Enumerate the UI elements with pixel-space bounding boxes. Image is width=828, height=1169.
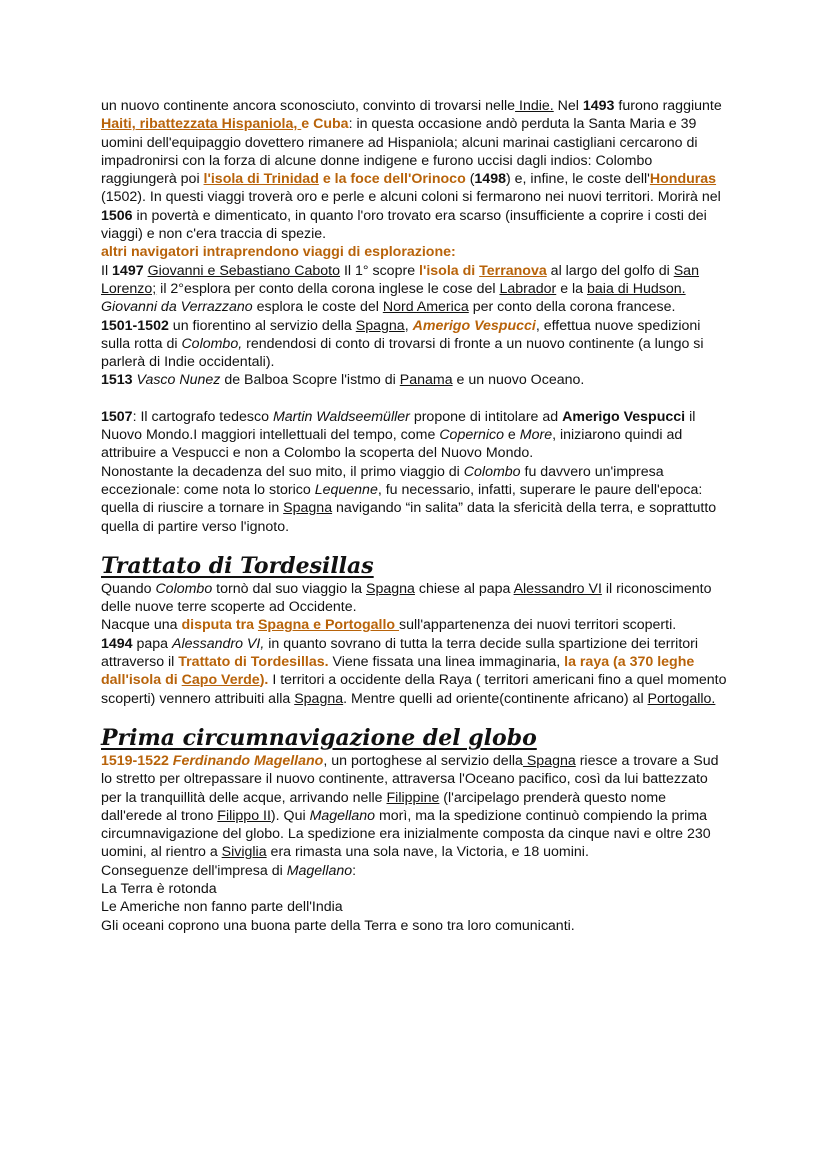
subheading-altri-navigatori: altri navigatori intraprendono viaggi di esplorazione: bbox=[101, 244, 456, 261]
highlight-capo-verde: Capo Verde bbox=[181, 672, 260, 689]
highlight-amerigo: Amerigo Vespucci bbox=[412, 317, 536, 334]
heading-tordesillas: Trattato di Tordesillas bbox=[101, 552, 374, 579]
highlight-terranova: Terranova bbox=[479, 262, 547, 279]
highlight-cuba: e Cuba bbox=[301, 116, 349, 133]
highlight-honduras: Honduras bbox=[649, 171, 717, 188]
paragraph-balboa: 1513 Vasco Nunez de Balboa Scopre l'istmo di Panama e un nuovo Oceano. bbox=[101, 372, 585, 389]
paragraph-colombo-voyages: un nuovo continente ancora sconosciuto, convinto di trovarsi nelle Indie. Nel 1493 furono raggiunte Haiti, ribattezzata Hispaniola, e Cuba: in questa occasione andò perduta la Santa Maria e 39 uomini dell'equipaggio dovettero rimanere ad Hispaniola; alcuni marinai castigliani cercarono di impadronirsi con la forza di alcune donne indigene e furono uccisi dagli indios: Colombo raggiungerà poi l'isola di Trinidad e la foce dell'Orinoco (1498) e, infine, le coste dell'Honduras (1502). In questi viaggi troverà oro e perle e alcuni coloni si fermarono nei nuovi territori. Morirà nel 1506 in povertà e dimenticato, in quanto l'oro trovato era scarso (insufficiente a coprire i costi dei viaggi) e non c'era traccia di spezie. bbox=[101, 98, 722, 243]
heading-circumnavigazione: Prima circumnavigazione del globo bbox=[101, 724, 537, 751]
highlight-trattato: Trattato di Tordesillas. bbox=[178, 654, 329, 671]
list-item: La Terra è rotonda bbox=[101, 880, 217, 897]
paragraph-trattato: 1494 papa Alessandro VI, in quanto sovrano di tutta la terra decide sulla spartizione dei territori attraverso il Trattato di Tordesillas. Viene fissata una linea immaginaria, la raya (a 370 leghe dall'isola di Capo Verde). I territori a occidente della Raya ( territori americani fino a quel momento scoperti) vennero attribuiti alla Spagna. Mentre quelli ad oriente(continente africano) al Portogallo. bbox=[101, 635, 727, 707]
paragraph-decadenza: Nonostante la decadenza del suo mito, il primo viaggio di Colombo fu davvero un'impresa eccezionale: come nota lo storico Lequenne, fu necessario, infatti, superare le paure dell'epoca: quella di riuscire a tornare in Spagna navigando “in salita” data la sfericità della terra, e soprattutto quella di partire verso l'ignoto. bbox=[101, 463, 717, 535]
highlight-magellano: Ferdinando Magellano bbox=[172, 752, 324, 769]
paragraph-waldseemuller: 1507: Il cartografo tedesco Martin Waldseemüller propone di intitolare ad Amerigo Vespucci il Nuovo Mondo.I maggiori intellettuali del tempo, come Copernico e More, iniziarono quindi ad attribuire a Vespucci e non a Colombo la scoperta del Nuovo Mondo. bbox=[101, 408, 696, 462]
list-item: Le Americhe non fanno parte dell'India bbox=[101, 899, 343, 916]
highlight-trinidad: l'isola di Trinidad bbox=[203, 171, 319, 188]
paragraph-caboto: Il 1497 Giovanni e Sebastiano Caboto Il 1° scopre l'isola di Terranova al largo del golfo di San Lorenzo; il 2°esplora per conto della corona inglese le cose del Labrador e la baia di Hudson. Giovanni da Verrazzano esplora le coste del Nord America per conto della corona francese. bbox=[101, 262, 699, 316]
paragraph-disputa: Nacque una disputa tra Spagna e Portogallo sull'appartenenza dei nuovi territori scoperti. bbox=[101, 617, 677, 634]
highlight-haiti: Haiti, ribattezzata Hispaniola, bbox=[101, 116, 302, 133]
highlight-orinoco: e la foce dell'Orinoco bbox=[318, 171, 466, 188]
list-item: Gli oceani coprono una buona parte della Terra e sono tra loro comunicanti. bbox=[101, 917, 575, 934]
paragraph-conseguenze: Conseguenze dell'impresa di Magellano: bbox=[101, 862, 357, 879]
document-content bbox=[101, 97, 727, 935]
highlight-spagna-portogallo: Spagna e Portogallo bbox=[257, 617, 400, 634]
paragraph-papa: Quando Colombo tornò dal suo viaggio la Spagna chiese al papa Alessandro VI il riconoscimento delle nuove terre scoperte ad Occidente. bbox=[101, 580, 712, 616]
paragraph-vespucci: 1501-1502 un fiorentino al servizio della Spagna, Amerigo Vespucci, effettua nuove spedizioni sulla rotta di Colombo, rendendosi di conto di trovarsi di fronte a un nuovo continente (a lungo si parlerà di Indie occidentali). bbox=[101, 317, 704, 371]
paragraph-magellano: 1519-1522 Ferdinando Magellano, un portoghese al servizio della Spagna riesce a trovare a Sud lo stretto per oltrepassare il nuovo continente, attraversa l'Oceano pacifico, così da lui battezzato per la tranquillità delle acque, arrivando nelle Filippine (l'arcipelago prenderà questo nome dall'erede al trono Filippo II). Qui Magellano morì, ma la spedizione continuò compiendo la prima circumnavigazione del globo. La spedizione era inizialmente composta da cinque navi e oltre 230 uomini, al rientro a Siviglia era rimasta una sola nave, la Victoria, e 18 uomini. bbox=[101, 752, 719, 861]
link-indie: Indie. bbox=[515, 98, 554, 114]
